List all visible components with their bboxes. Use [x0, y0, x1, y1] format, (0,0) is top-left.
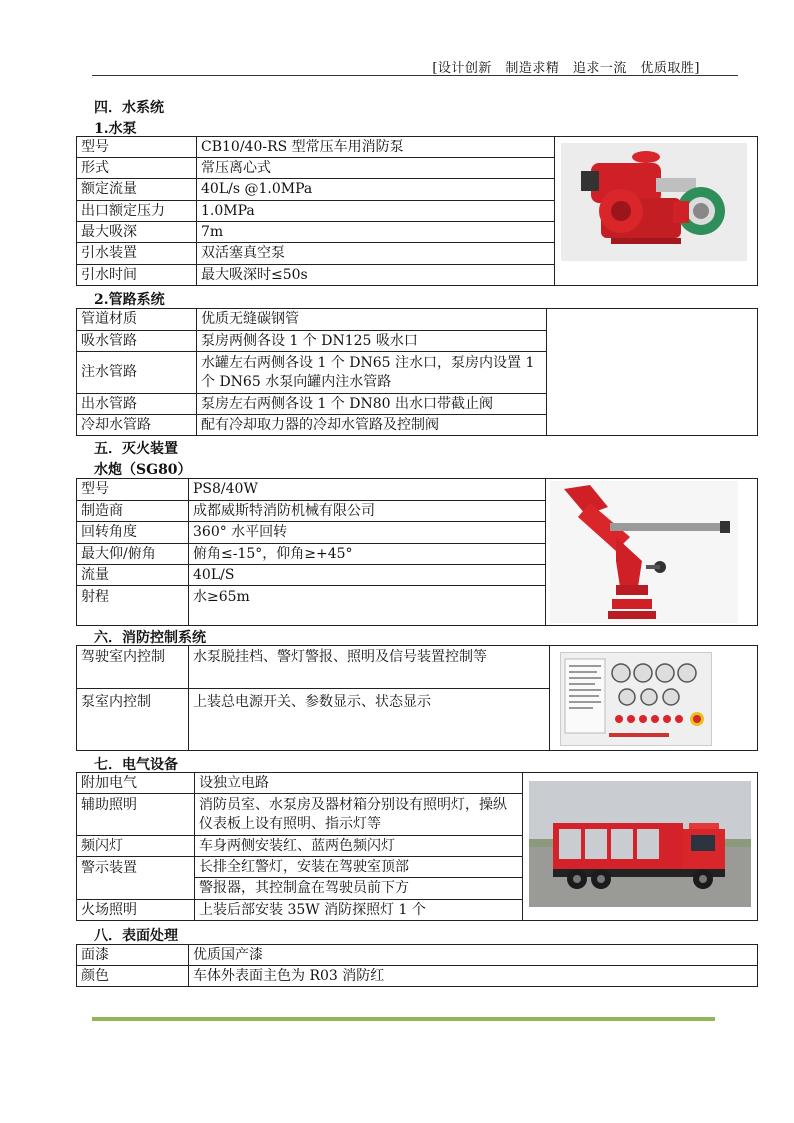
- table-row: [77, 309, 758, 331]
- section-water-system-title: 四．水系统: [94, 100, 164, 116]
- row-label: 最大仰/俯角: [77, 544, 189, 565]
- row-value: 优质无缝碳钢管: [197, 309, 547, 331]
- row-value: 长排全红警灯，安装在驾驶室顶部: [195, 857, 523, 878]
- row-value: 40L/S: [189, 565, 546, 586]
- table-row: [77, 137, 758, 158]
- row-value: 车身两侧安装红、蓝两色频闪灯: [195, 836, 523, 857]
- row-value: 俯角≤-15°，仰角≥+45°: [189, 544, 546, 565]
- table-row: [77, 966, 758, 987]
- row-value: 7m: [197, 222, 555, 243]
- row-value: 最大吸深时≤50s: [197, 265, 555, 286]
- control-spec-table: [76, 645, 758, 751]
- row-label: 最大吸深: [77, 222, 197, 243]
- row-value: 成都威斯特消防机械有限公司: [189, 501, 546, 522]
- row-label: 警示装置: [77, 857, 195, 900]
- electric-spec-table: [76, 772, 758, 921]
- row-label: 制造商: [77, 501, 189, 522]
- row-value: PS8/40W: [189, 479, 546, 501]
- row-value: 消防员室、水泵房及器材箱分别设有照明灯，操纵仪表板上设有照明、指示灯等: [195, 794, 523, 836]
- row-label: 管道材质: [77, 309, 197, 331]
- control-panel-photo: [560, 652, 712, 746]
- table-row: [77, 945, 758, 966]
- cannon-spec-table: [76, 478, 758, 626]
- row-label: 颜色: [77, 966, 189, 987]
- row-label: 流量: [77, 565, 189, 586]
- row-label: 射程: [77, 586, 189, 626]
- row-label: 冷却水管路: [77, 415, 197, 436]
- section-pump-title: 1.水泵: [94, 121, 137, 137]
- pump-spec-table: [76, 136, 758, 286]
- row-value: 设独立电路: [195, 773, 523, 794]
- cannon-image-cell: [546, 479, 758, 626]
- row-label: 频闪灯: [77, 836, 195, 857]
- row-value: 水≥65m: [189, 586, 546, 626]
- row-value: 水罐左右两侧各设 1 个 DN65 注水口，泵房内设置 1 个 DN65 水泵向罐内注水管路: [197, 352, 547, 394]
- pipe-spec-table: [76, 308, 758, 436]
- header-motto: [设计创新 制造求精 追求一流 优质取胜]: [432, 61, 700, 76]
- truck-image-cell: [523, 773, 758, 921]
- row-label: 引水装置: [77, 243, 197, 265]
- header-rule: [92, 75, 738, 76]
- row-value: 上装总电源开关、参数显示、状态显示: [189, 689, 550, 751]
- row-label: 注水管路: [77, 352, 197, 394]
- footer-rule: [92, 1017, 715, 1021]
- row-value: 优质国产漆: [189, 945, 758, 966]
- row-value: 40L/s @1.0MPa: [197, 179, 555, 201]
- row-value: 常压离心式: [197, 158, 555, 179]
- surface-spec-table: [76, 944, 758, 987]
- water-cannon-photo: [550, 481, 738, 623]
- section-fire-title: 五．灭火装置: [94, 441, 178, 457]
- row-value: 360° 水平回转: [189, 522, 546, 544]
- section-surface-title: 八．表面处理: [94, 928, 178, 944]
- table-row: [77, 646, 758, 689]
- row-label: 吸水管路: [77, 331, 197, 352]
- row-value: 双活塞真空泵: [197, 243, 555, 265]
- row-label: 形式: [77, 158, 197, 179]
- pump-image-cell: [555, 137, 758, 286]
- row-label: 回转角度: [77, 522, 189, 544]
- row-value: 泵房两侧各设 1 个 DN125 吸水口: [197, 331, 547, 352]
- section-pipe-title: 2.管路系统: [94, 292, 165, 308]
- row-label: 附加电气: [77, 773, 195, 794]
- row-label: 辅助照明: [77, 794, 195, 836]
- row-label: 驾驶室内控制: [77, 646, 189, 689]
- row-label: 型号: [77, 137, 197, 158]
- row-value: 车体外表面主色为 R03 消防红: [189, 966, 758, 987]
- row-value: 1.0MPa: [197, 201, 555, 222]
- section-electric-title: 七．电气设备: [94, 757, 178, 773]
- row-label: 型号: [77, 479, 189, 501]
- row-value: 上装后部安装 35W 消防探照灯 1 个: [195, 900, 523, 921]
- row-label: 出水管路: [77, 394, 197, 415]
- row-label: 火场照明: [77, 900, 195, 921]
- panel-image-cell: [550, 646, 758, 751]
- row-value: CB10/40-RS 型常压车用消防泵: [197, 137, 555, 158]
- fire-pump-photo: [561, 143, 747, 261]
- row-value: 泵房左右两侧各设 1 个 DN80 出水口带截止阀: [197, 394, 547, 415]
- row-label: 泵室内控制: [77, 689, 189, 751]
- section-control-title: 六．消防控制系统: [94, 630, 206, 646]
- table-row: [77, 479, 758, 501]
- row-label: 引水时间: [77, 265, 197, 286]
- row-label: 额定流量: [77, 179, 197, 201]
- pipe-blank-cell: [547, 309, 758, 436]
- row-value: 水泵脱挂档、警灯警报、照明及信号装置控制等: [189, 646, 550, 689]
- table-row: [77, 773, 758, 794]
- fire-truck-photo: [529, 781, 751, 907]
- row-label: 面漆: [77, 945, 189, 966]
- section-cannon-title: 水炮（SG80）: [94, 462, 192, 478]
- row-value-secondary: 警报器，其控制盒在驾驶员前下方: [195, 878, 523, 900]
- row-value: 配有冷却取力器的冷却水管路及控制阀: [197, 415, 547, 436]
- row-label: 出口额定压力: [77, 201, 197, 222]
